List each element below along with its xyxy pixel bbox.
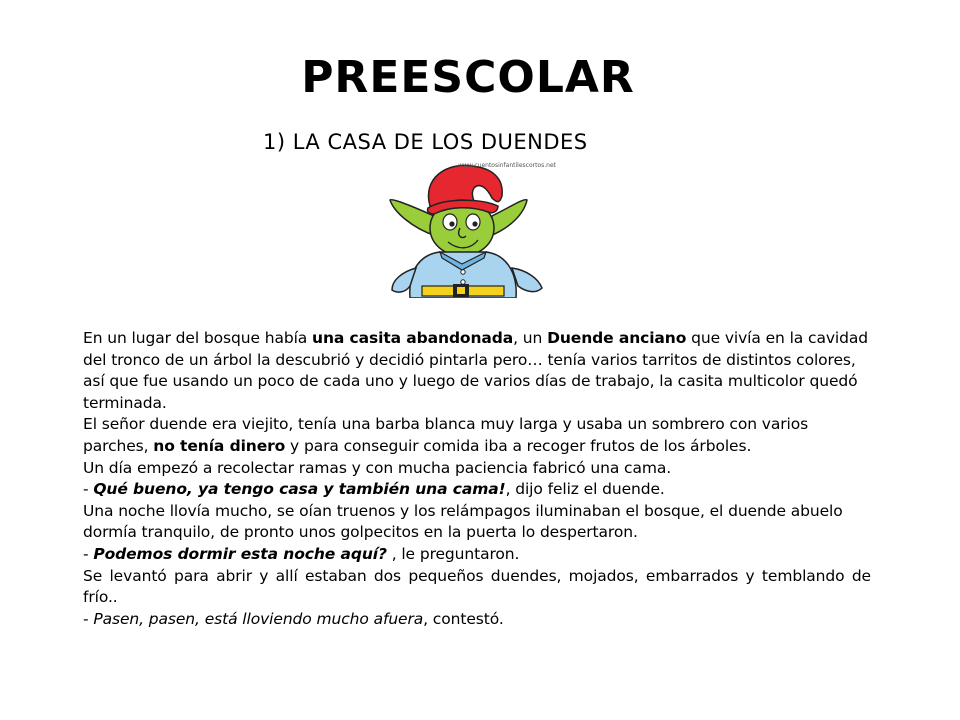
story-text — [83, 328, 871, 630]
page-title: PREESCOLAR — [301, 52, 635, 103]
story-paragraph: Un día empezó a recolectar ramas y con mucha paciencia fabricó una cama. — [83, 458, 672, 477]
story-paragraph: Una noche llovía mucho, se oían truenos y los relámpagos iluminaban el bosque, el duende abuelo dormía tranquilo, de pronto unos golpecitos en la puerta lo despertaron. — [83, 501, 843, 542]
story-paragraph: El señor duende era viejito, tenía una barba blanca muy larga y usaba un sombrero con varios parches, no tenía dinero y para conseguir comida iba a recoger frutos de los árboles. — [83, 415, 809, 455]
story-paragraph: Se levantó para abrir y allí estaban dos pequeños duendes, mojados, embarrados y temblando de frío.. — [83, 566, 871, 607]
image-watermark: www.cuentosinfantilescortos.net — [458, 162, 556, 169]
story-heading: 1) LA CASA DE LOS DUENDES — [263, 130, 588, 154]
story-dialogue: - Qué bueno, ya tengo casa y también una cama!, dijo feliz el duende. — [83, 480, 665, 499]
gnome-icon — [352, 158, 560, 298]
story-paragraph: En un lugar del bosque había una casita abandonada, un Duende anciano que vivía en la cavidad del tronco de un árbol la descubrió y decidió pintarla pero… tenía varios tarritos de distintos colores, así que fue usando un poco de cada uno y luego de varios días de trabajo, la casita multicolor quedó terminada. — [83, 329, 869, 412]
gnome-illustration — [352, 158, 560, 298]
story-dialogue: - Podemos dormir esta noche aquí? , le preguntaron. — [83, 544, 520, 563]
story-dialogue: - Pasen, pasen, está lloviendo mucho afuera, contestó. — [83, 609, 504, 628]
